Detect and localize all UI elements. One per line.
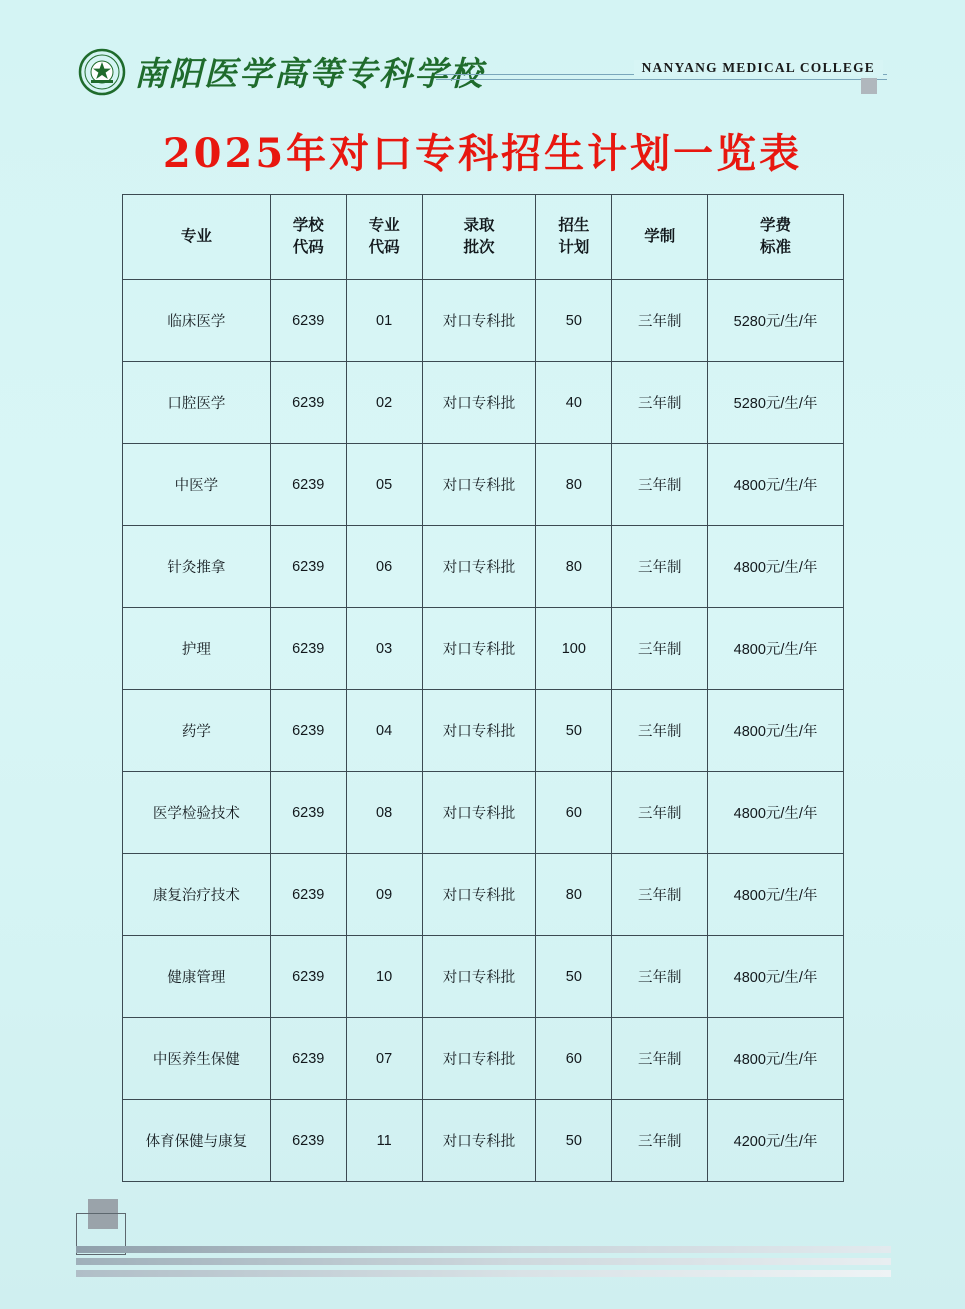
cell-quota: 60 <box>536 772 612 854</box>
column-header-school-code-line2: 代码 <box>292 239 324 256</box>
admission-plan-table-wrapper <box>122 194 844 1182</box>
cell-years: 三年制 <box>612 690 708 772</box>
cell-quota: 80 <box>536 854 612 936</box>
table-row <box>123 608 844 690</box>
column-header-batch <box>422 195 536 280</box>
column-header-batch-line1: 录取 <box>463 216 495 234</box>
cell-school-code: 6239 <box>270 772 346 854</box>
school-name-english: NANYANG MEDICAL COLLEGE <box>634 60 883 76</box>
cell-years: 三年制 <box>612 526 708 608</box>
cell-major-code: 02 <box>346 362 422 444</box>
column-header-major-line1: 专业 <box>180 227 212 245</box>
table-row <box>123 1100 844 1182</box>
cell-quota: 80 <box>536 526 612 608</box>
cell-quota: 50 <box>536 1100 612 1182</box>
table-row <box>123 772 844 854</box>
column-header-major-code <box>346 195 422 280</box>
table-row <box>123 690 844 772</box>
cell-school-code: 6239 <box>270 936 346 1018</box>
cell-years: 三年制 <box>612 936 708 1018</box>
cell-major-code: 06 <box>346 526 422 608</box>
cell-school-code: 6239 <box>270 608 346 690</box>
footer-bar-1 <box>76 1246 891 1253</box>
cell-years: 三年制 <box>612 854 708 936</box>
cell-fee: 4800元/生/年 <box>708 772 844 854</box>
cell-major: 针灸推拿 <box>123 526 271 608</box>
cell-years: 三年制 <box>612 1100 708 1182</box>
cell-major: 医学检验技术 <box>123 772 271 854</box>
cell-years: 三年制 <box>612 280 708 362</box>
footer-decoration <box>76 1199 891 1279</box>
cell-major: 药学 <box>123 690 271 772</box>
cell-major-code: 03 <box>346 608 422 690</box>
cell-major: 护理 <box>123 608 271 690</box>
cell-quota: 80 <box>536 444 612 526</box>
cell-school-code: 6239 <box>270 444 346 526</box>
column-header-fee-line2: 标准 <box>760 239 792 256</box>
cell-quota: 40 <box>536 362 612 444</box>
cell-fee: 4800元/生/年 <box>708 936 844 1018</box>
cell-years: 三年制 <box>612 608 708 690</box>
table-row <box>123 936 844 1018</box>
cell-batch: 对口专科批 <box>422 444 536 526</box>
school-emblem-icon <box>78 48 126 96</box>
cell-quota: 60 <box>536 1018 612 1100</box>
cell-major: 中医学 <box>123 444 271 526</box>
column-header-years-line1: 学制 <box>644 227 676 245</box>
footer-bar-2 <box>76 1258 891 1265</box>
table-row <box>123 1018 844 1100</box>
cell-fee: 5280元/生/年 <box>708 362 844 444</box>
table-row <box>123 854 844 936</box>
cell-batch: 对口专科批 <box>422 526 536 608</box>
column-header-major <box>123 195 271 280</box>
cell-major-code: 08 <box>346 772 422 854</box>
column-header-batch-line2: 批次 <box>463 239 495 256</box>
cell-major: 康复治疗技术 <box>123 854 271 936</box>
cell-quota: 50 <box>536 280 612 362</box>
table-row <box>123 444 844 526</box>
footer-bar-3 <box>76 1270 891 1277</box>
column-header-school-code-line1: 学校 <box>292 216 324 234</box>
cell-major: 口腔医学 <box>123 362 271 444</box>
cell-major-code: 09 <box>346 854 422 936</box>
column-header-major-code-line2: 代码 <box>368 239 400 256</box>
cell-fee: 4800元/生/年 <box>708 608 844 690</box>
cell-major: 健康管理 <box>123 936 271 1018</box>
column-header-quota <box>536 195 612 280</box>
school-name-chinese: 南阳医学高等专科学校 <box>134 54 484 93</box>
page-title: 2025年对口专科招生计划一览表 <box>162 130 803 177</box>
cell-major: 临床医学 <box>123 280 271 362</box>
cell-school-code: 6239 <box>270 1018 346 1100</box>
cell-quota: 100 <box>536 608 612 690</box>
cell-major: 中医养生保健 <box>123 1018 271 1100</box>
cell-years: 三年制 <box>612 362 708 444</box>
table-header-row <box>123 195 844 280</box>
cell-years: 三年制 <box>612 1018 708 1100</box>
cell-years: 三年制 <box>612 772 708 854</box>
cell-batch: 对口专科批 <box>422 690 536 772</box>
cell-fee: 5280元/生/年 <box>708 280 844 362</box>
cell-school-code: 6239 <box>270 854 346 936</box>
cell-major-code: 11 <box>346 1100 422 1182</box>
cell-fee: 4800元/生/年 <box>708 526 844 608</box>
column-header-quota-line1: 招生 <box>558 216 590 234</box>
cell-school-code: 6239 <box>270 690 346 772</box>
column-header-major-code-line1: 专业 <box>368 216 400 234</box>
cell-batch: 对口专科批 <box>422 608 536 690</box>
cell-school-code: 6239 <box>270 362 346 444</box>
cell-fee: 4800元/生/年 <box>708 690 844 772</box>
table-row <box>123 526 844 608</box>
cell-batch: 对口专科批 <box>422 936 536 1018</box>
cell-quota: 50 <box>536 690 612 772</box>
cell-years: 三年制 <box>612 444 708 526</box>
cell-major-code: 04 <box>346 690 422 772</box>
cell-major-code: 07 <box>346 1018 422 1100</box>
table-row <box>123 362 844 444</box>
column-header-quota-line2: 计划 <box>558 239 590 256</box>
cell-school-code: 6239 <box>270 526 346 608</box>
cell-major: 体育保健与康复 <box>123 1100 271 1182</box>
cell-batch: 对口专科批 <box>422 854 536 936</box>
header-corner-square <box>861 78 877 94</box>
cell-fee: 4200元/生/年 <box>708 1100 844 1182</box>
cell-quota: 50 <box>536 936 612 1018</box>
cell-batch: 对口专科批 <box>422 362 536 444</box>
column-header-fee <box>708 195 844 280</box>
cell-school-code: 6239 <box>270 280 346 362</box>
cell-fee: 4800元/生/年 <box>708 1018 844 1100</box>
cell-batch: 对口专科批 <box>422 1018 536 1100</box>
table-row <box>123 280 844 362</box>
admission-plan-table <box>122 194 844 1182</box>
cell-major-code: 01 <box>346 280 422 362</box>
cell-batch: 对口专科批 <box>422 280 536 362</box>
cell-school-code: 6239 <box>270 1100 346 1182</box>
cell-major-code: 05 <box>346 444 422 526</box>
cell-fee: 4800元/生/年 <box>708 854 844 936</box>
cell-major-code: 10 <box>346 936 422 1018</box>
column-header-school-code <box>270 195 346 280</box>
document-header <box>78 48 887 108</box>
cell-batch: 对口专科批 <box>422 772 536 854</box>
column-header-fee-line1: 学费 <box>760 216 792 234</box>
column-header-years <box>612 195 708 280</box>
cell-fee: 4800元/生/年 <box>708 444 844 526</box>
cell-batch: 对口专科批 <box>422 1100 536 1182</box>
